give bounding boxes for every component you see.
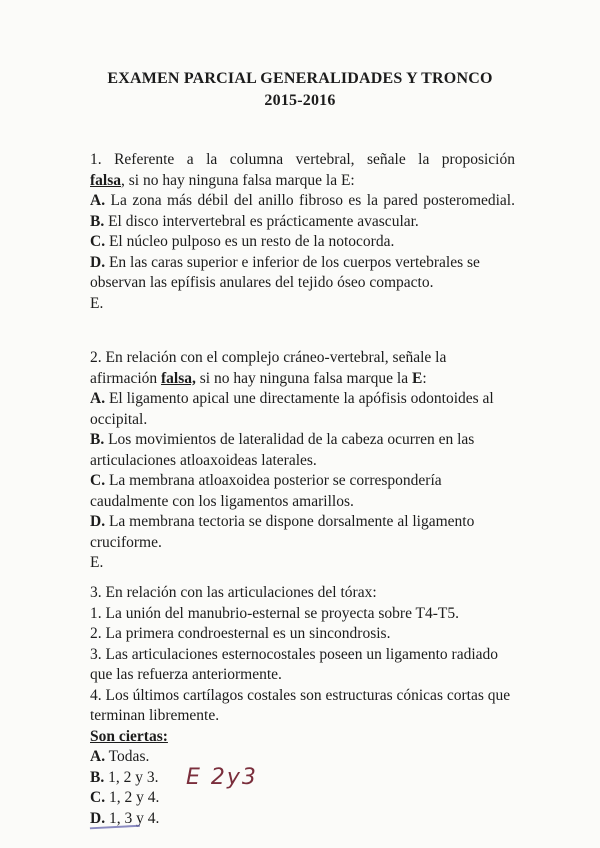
falsa-keyword: falsa [90,171,121,189]
option-a: A. La zona más débil del anillo fibroso es la pared posteromedial. [90,192,515,209]
option-e: E. [90,554,104,571]
option-b: B. El disco intervertebral es prácticamente avascular. [90,212,419,230]
option-a: A. El ligamento apical une directamente la apófisis odontoides al occipital. [90,390,494,428]
question-2-stem: 2. En relación con el complejo cráneo-vertebral, señale la afirmación falsa, si no hay ninguna falsa marque la E: [90,349,447,387]
statement-3: 3. Las articulaciones esternocostales poseen un ligamento radiado que las refuerza anteriormente. [90,645,499,683]
option-d: D. En las caras superior e inferior de los cuerpos vertebrales se observan las epífisis anulares del tejido óseo compacto. [90,253,480,291]
option-e: E. [90,294,104,312]
option-d: D. La membrana tectoria se dispone dorsalmente al ligamento cruciforme. [90,513,475,551]
question-3 [90,583,515,829]
option-c: C. 1, 2 y 4. [90,789,160,806]
question-1-stem-cont: falsa, si no hay ninguna falsa marque la E: [90,171,355,189]
son-ciertas-heading: Son ciertas: [90,727,168,745]
question-3-stem: 3. En relación con las articulaciones del tórax: [90,584,377,601]
option-b: B. Los movimientos de lateralidad de la cabeza ocurren en las articulaciones atloaxoideas laterales. [90,431,475,469]
option-d: D. 1, 3 y 4. [90,809,160,827]
option-b: B. 1, 2 y 3. [90,768,159,786]
statement-2: 2. La primera condroesternal es un sincondrosis. [90,625,391,642]
option-c: C. El núcleo pulposo es un resto de la notocorda. [90,233,395,250]
falsa-keyword: falsa, [161,369,196,387]
statement-4: 4. Los últimos cartílagos costales son estructuras cónicas cortas que terminan libremente. [90,686,511,724]
pen-scribble [90,825,140,834]
option-c: C. La membrana atloaxoidea posterior se correspondería caudalmente con los ligamentos amarillos. [90,472,442,510]
question-2 [90,348,515,574]
exam-title: EXAMEN PARCIAL GENERALIDADES Y TRONCO [107,70,493,87]
exam-year: 2015-2016 [264,92,336,109]
statement-1: 1. La unión del manubrio-esternal se proyecta sobre T4-T5. [90,604,460,622]
handwritten-answer-note: E 2y3 [186,765,258,790]
option-a: A. Todas. [90,748,150,765]
question-1 [90,150,515,314]
question-1-stem: 1. Referente a la columna vertebral, señale la proposición [90,151,515,168]
